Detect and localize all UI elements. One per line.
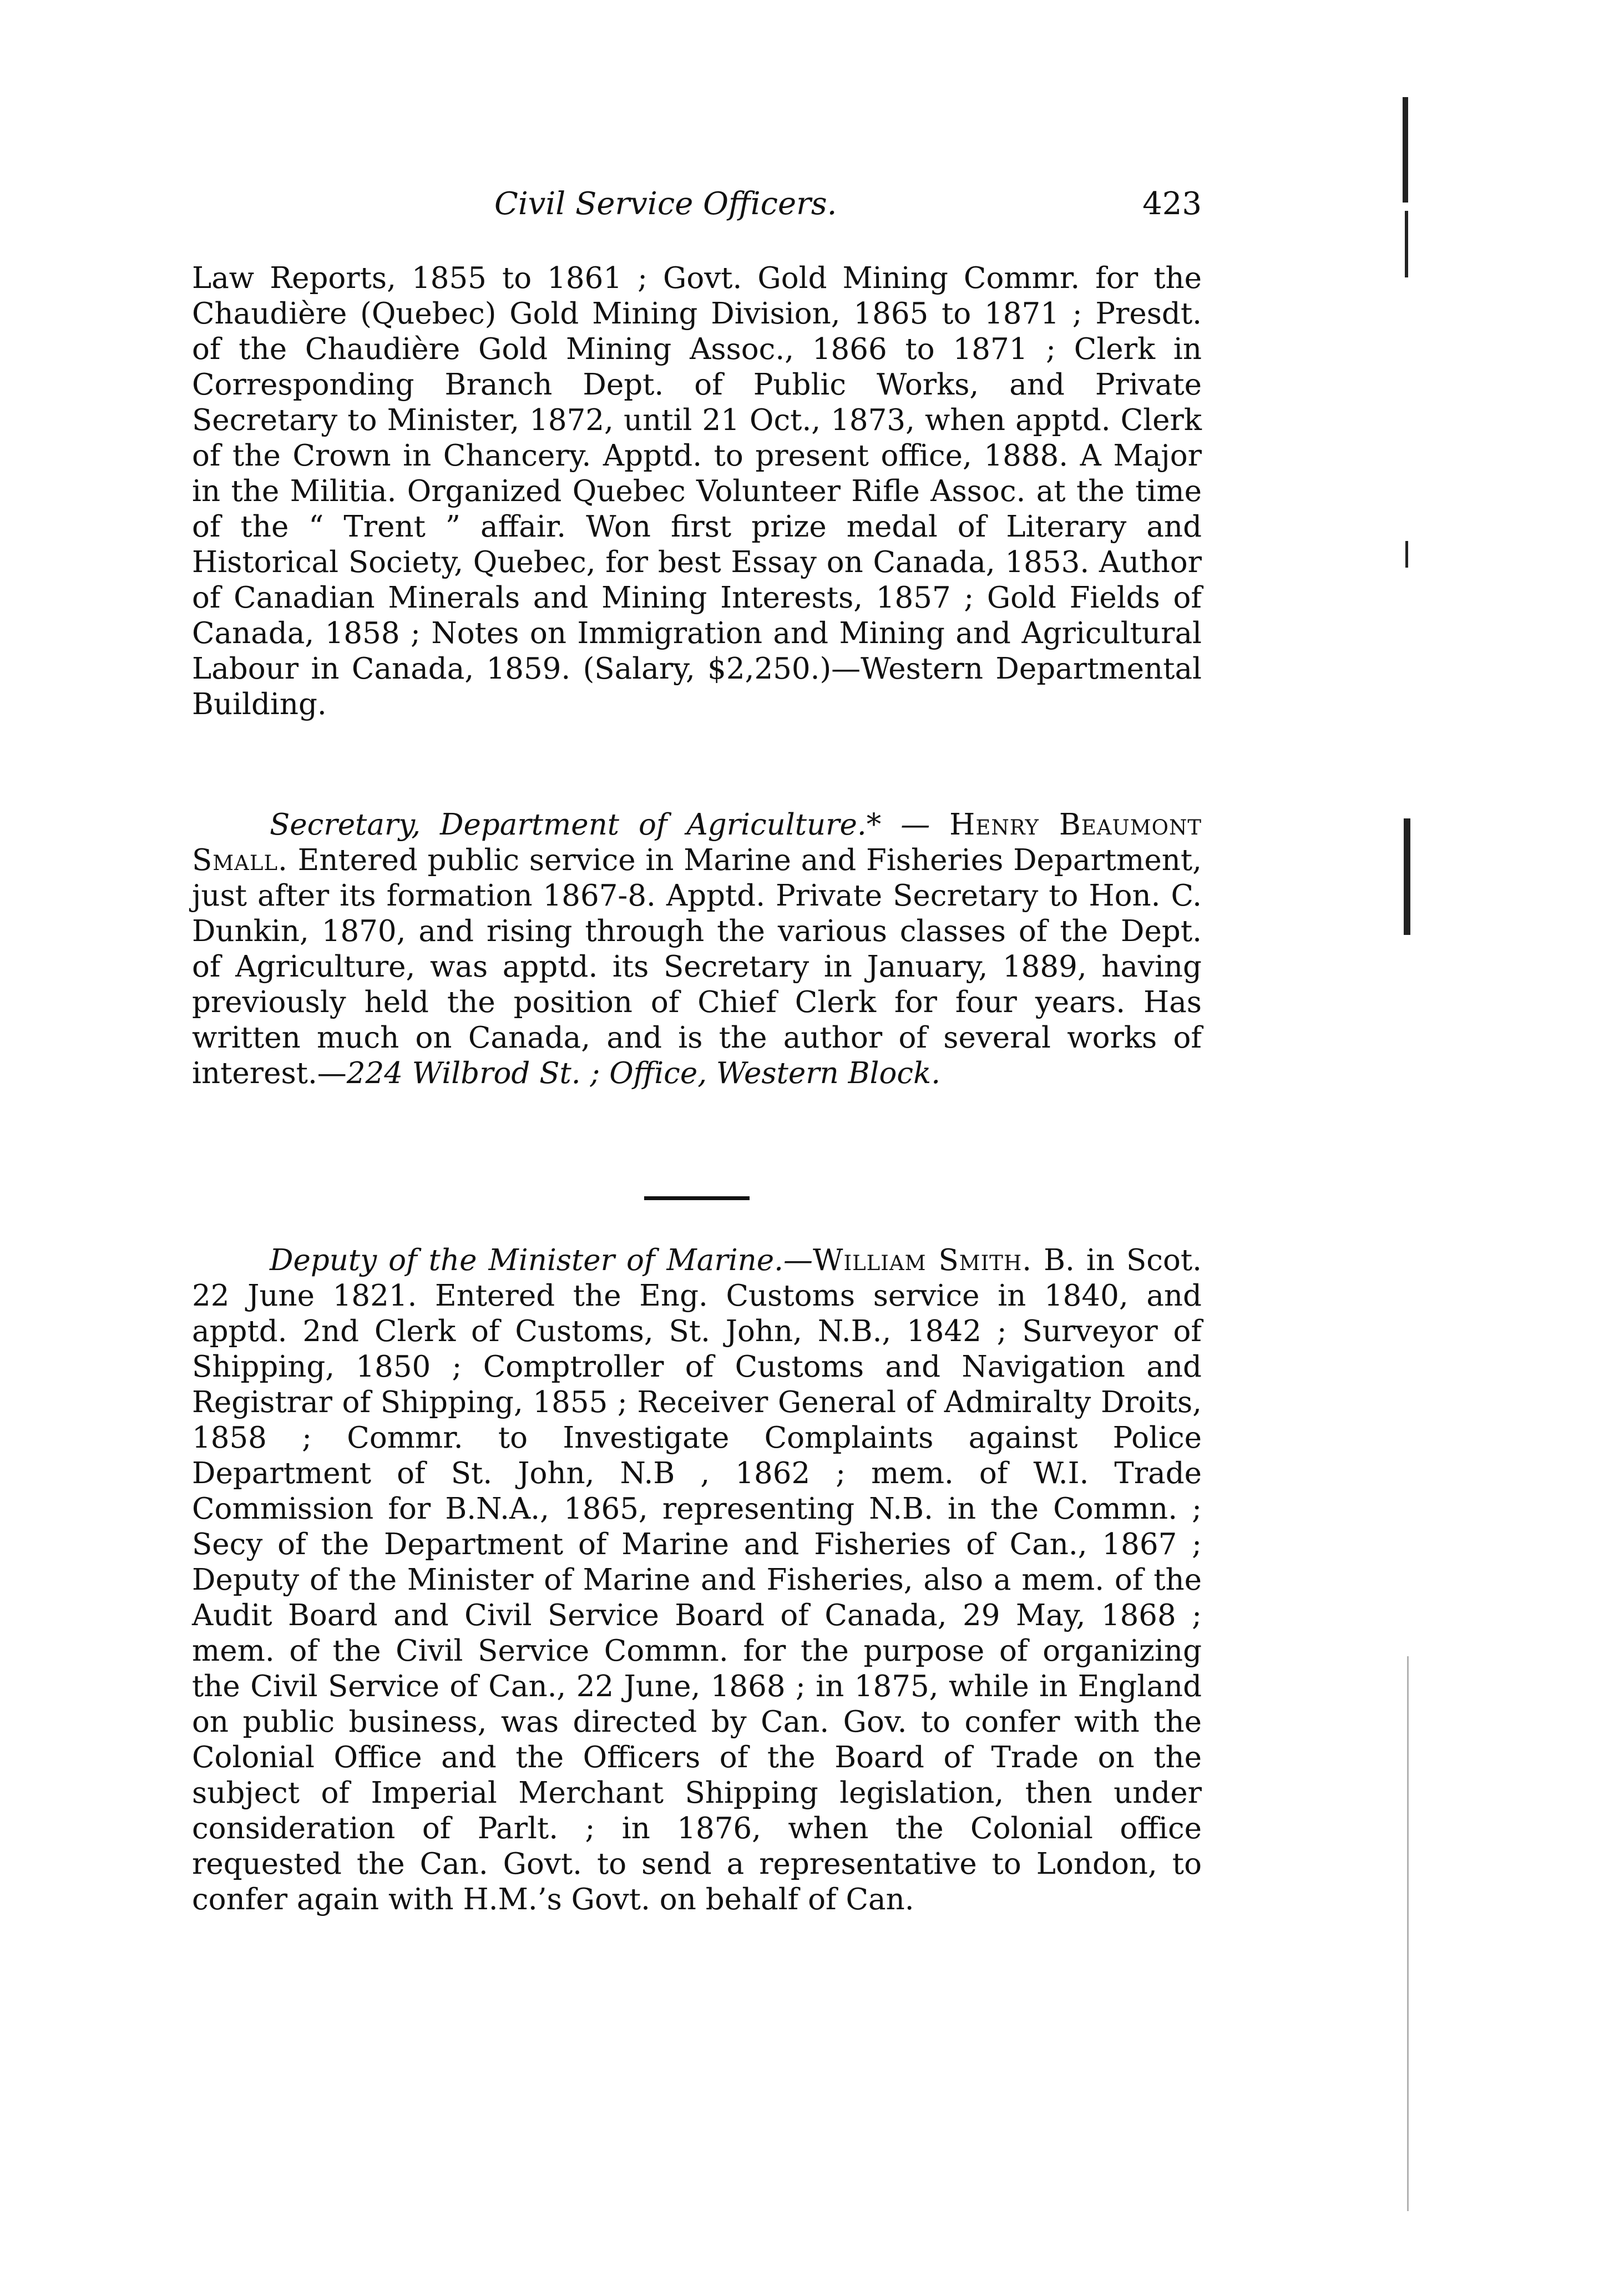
entry-heading: Deputy of the Minister of Marine.—: [270, 1243, 813, 1277]
entry-body: Law Reports, 1855 to 1861 ; Govt. Gold Mining Commr. for the Chaudière (Quebec) Gold Mining Division, 1865 to 1871 ; Presdt. of the Chaudière Gold Mining Assoc., 1866 to 1871 ; Clerk in Corresponding Branch Dept. of Public Works, and Private Secretary to Minister, 1872, until 21 Oct., 1873, when apptd. Clerk of the Crown in Chancery. Apptd. to present office, 1888. A Major in the Militia. Organized Quebec Volunteer Rifle Assoc. at the time of the “ Trent ” affair. Won first prize medal of Literary and Historical Society, Quebec, for best Essay on Canada, 1853. Author of Canadian Minerals and Mining Interests, 1857 ; Gold Fields of Canada, 1858 ; Notes on Immigration and Mining and Agricultural Labour in Canada, 1859. (Salary, $2,250.)—Western Departmental Building.: [192, 261, 1202, 721]
page-number: 423: [1142, 186, 1202, 222]
entry-deputy-minister-marine: [192, 1243, 1202, 1918]
scan-artifact: [1405, 211, 1408, 277]
entry-name: William Smith.: [813, 1243, 1033, 1277]
section-divider: [644, 1196, 750, 1200]
scan-artifact: [1404, 818, 1410, 935]
entry-continuation: [192, 261, 1202, 722]
running-head-title: Civil Service Officers.: [494, 186, 837, 222]
entry-heading: Secretary, Department of Agriculture.* —: [270, 808, 930, 842]
entry-secretary-agriculture: [192, 807, 1202, 1091]
entry-body: B. in Scot. 22 June 1821. Entered the Eng. Customs service in 1840, and apptd. 2nd Clerk of Customs, St. John, N.B., 1842 ; Surveyor of Shipping, 1850 ; Comptroller of Customs and Navigation and Registrar of Shipping, 1855 ; Receiver General of Admiralty Droits, 1858 ; Commr. to Investigate Complaints against Police Department of St. John, N.B , 1862 ; mem. of W.I. Trade Commission for B.N.A., 1865, representing N.B. in the Commn. ; Secy of the Department of Marine and Fisheries of Can., 1867 ; Deputy of the Minister of Marine and Fisheries, also a mem. of the Audit Board and Civil Service Board of Canada, 29 May, 1868 ; mem. of the Civil Service Commn. for the purpose of organizing the Civil Service of Can., 22 June, 1868 ; in 1875, while in England on public business, was directed by Can. Gov. to confer with the Colonial Office and the Officers of the Board of Trade on the subject of Imperial Merchant Shipping legislation, then under consideration of Parlt. ; in 1876, when the Colonial office requested the Can. Govt. to send a representative to London, to confer again with H.M.’s Govt. on behalf of Can.: [192, 1243, 1202, 1916]
book-page: [192, 0, 1202, 2296]
scan-artifact: [1405, 541, 1408, 568]
running-head: [192, 186, 1202, 230]
scan-artifact: [1403, 97, 1408, 203]
entry-body: Entered public service in Marine and Fisheries Department, just after its formation 1867-8. Apptd. Private Secretary to Hon. C. Dunkin, 1870, and rising through the various classes of the Dept. of Agriculture, was apptd. its Secretary in January, 1889, having previously held the position of Chief Clerk for four years. Has written much on Canada, and is the author of several works of interest.—: [192, 843, 1202, 1090]
entry-name: Henry Beaumont Small.: [192, 808, 1202, 877]
scan-artifact: [1407, 1656, 1409, 2211]
entry-address: 224 Wilbrod St. ; Office, Western Block.: [346, 1056, 941, 1090]
